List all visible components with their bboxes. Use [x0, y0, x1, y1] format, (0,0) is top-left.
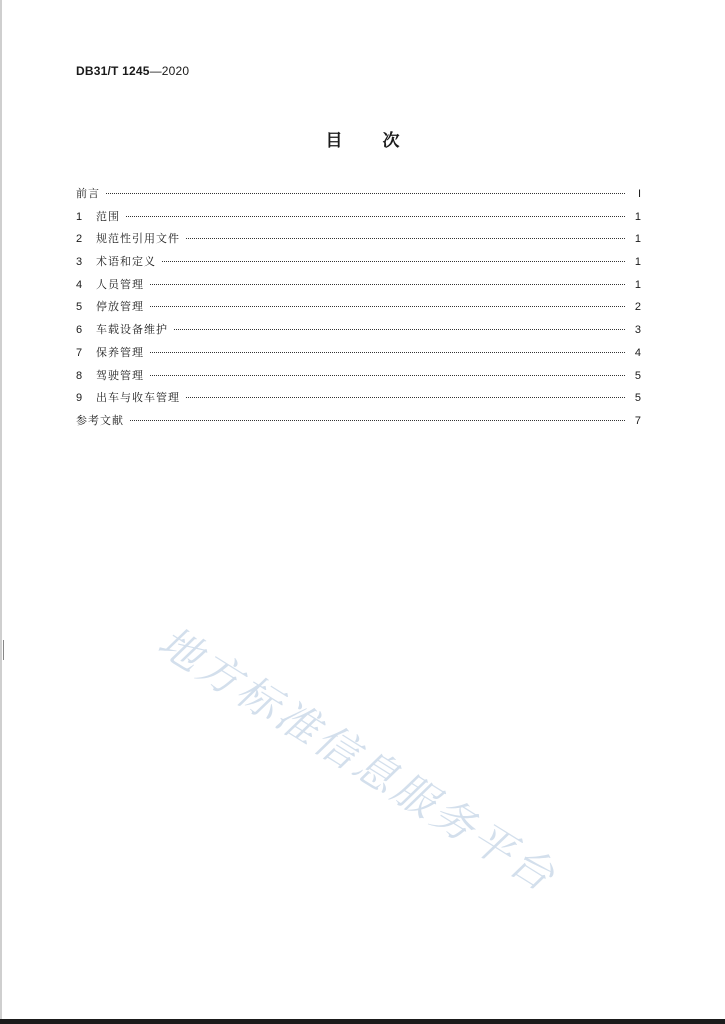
toc-entry-number: 4 [76, 278, 83, 291]
toc-title [0, 126, 725, 151]
toc-leader-dots [174, 329, 625, 330]
toc-entry-label: 术语和定义 [96, 255, 156, 269]
toc-entry-label: 规范性引用文件 [96, 232, 180, 246]
toc-entry-label: 车载设备维护 [96, 323, 168, 337]
document-number-year: —2020 [149, 64, 190, 78]
document-number [76, 64, 189, 78]
toc-leader-dots [186, 238, 625, 239]
toc-entry-page: 1 [634, 256, 641, 269]
toc-entry-terms[interactable] [76, 253, 641, 276]
toc-entry-number: 1 [76, 210, 83, 223]
toc-entry-scope[interactable] [76, 208, 641, 231]
toc-entry-page: 2 [634, 301, 641, 314]
toc-entry-bibliography[interactable] [76, 412, 641, 435]
toc-entry-label: 参考文献 [76, 413, 124, 427]
scan-left-mark [3, 640, 4, 660]
toc-entry-maintenance[interactable] [76, 344, 641, 367]
toc-entry-normative-references[interactable] [76, 230, 641, 253]
toc-entry-number: 9 [76, 392, 83, 405]
toc-leader-dots [162, 261, 625, 262]
toc-entry-label: 停放管理 [96, 300, 144, 314]
toc-entry-dispatch[interactable] [76, 389, 641, 412]
toc-entry-label: 前言 [76, 187, 100, 200]
toc-entry-personnel[interactable] [76, 276, 641, 299]
toc-entry-number: 7 [76, 346, 83, 359]
toc-entry-page: 7 [634, 414, 641, 427]
toc-leader-dots [186, 397, 625, 398]
toc-entry-label: 保养管理 [96, 345, 144, 359]
toc-entry-page: 4 [634, 346, 641, 359]
toc-entry-label: 出车与收车管理 [96, 391, 180, 405]
toc-leader-dots [126, 216, 625, 217]
toc-entry-label: 范围 [96, 209, 120, 223]
toc-leader-dots [150, 352, 625, 353]
toc-entry-label: 驾驶管理 [96, 368, 144, 382]
toc-entry-driving[interactable] [76, 367, 641, 390]
toc-leader-dots [150, 306, 625, 307]
toc-entry-page: 1 [634, 233, 641, 246]
toc-entry-page: I [637, 188, 641, 200]
toc-entry-label: 人员管理 [96, 277, 144, 291]
scan-bottom-edge [0, 1019, 725, 1024]
toc-title-part2: 次 [382, 131, 400, 151]
toc-entry-number: 2 [76, 233, 83, 246]
toc-entry-page: 1 [634, 278, 641, 291]
toc-entry-number: 8 [76, 369, 83, 382]
toc-entry-page: 5 [634, 369, 641, 382]
toc-entry-page: 1 [634, 210, 641, 223]
toc-entry-number: 5 [76, 301, 83, 314]
toc-title-part1: 目 [325, 131, 343, 151]
toc-entry-parking[interactable] [76, 298, 641, 321]
toc-list [76, 185, 641, 435]
toc-entry-number: 6 [76, 324, 83, 337]
toc-entry-number: 3 [76, 256, 83, 269]
document-number-code: DB31/T 1245 [76, 64, 150, 78]
toc-leader-dots [150, 375, 625, 376]
scan-left-edge [0, 0, 2, 1024]
toc-leader-dots [150, 284, 625, 285]
toc-entry-foreword[interactable] [76, 185, 641, 208]
toc-entry-equipment[interactable] [76, 321, 641, 344]
watermark-text: 地方标准信息服务平台 [149, 616, 566, 903]
toc-entry-page: 3 [634, 324, 641, 337]
toc-leader-dots [130, 420, 625, 421]
toc-leader-dots [106, 193, 625, 194]
toc-entry-page: 5 [634, 392, 641, 405]
